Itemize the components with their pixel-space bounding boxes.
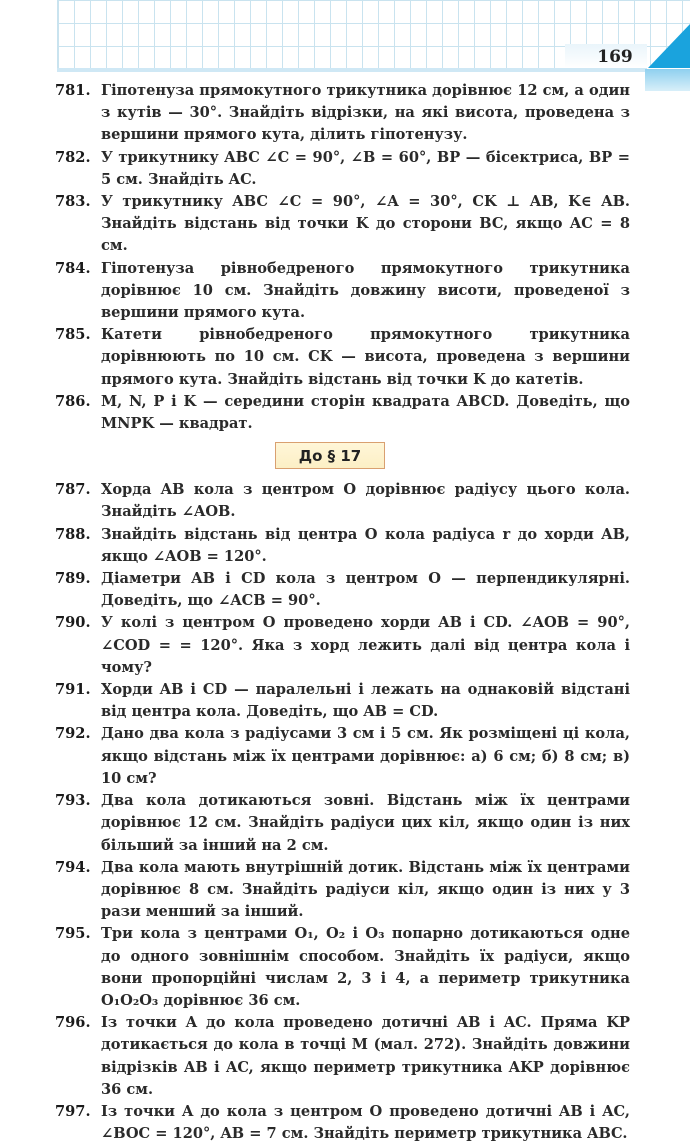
section-heading: До § 17 bbox=[275, 442, 385, 469]
problem-number: 787. bbox=[55, 481, 91, 499]
problem-number: 788. bbox=[55, 525, 91, 543]
problem-text: Гіпотенуза прямокутного трикутника дорівнює 12 см, а один з кутів — 30°. Знайдіть відрізки, на які висота, проведена з вершини прямого кута, ділить гіпотенузу. bbox=[101, 82, 630, 144]
corner-triangle-icon bbox=[648, 24, 690, 68]
problem-number: 789. bbox=[55, 570, 91, 588]
problem-number: 783. bbox=[55, 193, 91, 211]
problem-795 bbox=[55, 923, 630, 1012]
problem-number: 782. bbox=[55, 148, 91, 166]
problem-786 bbox=[55, 391, 630, 435]
header-band bbox=[57, 68, 647, 72]
problem-text: Діаметри AB і CD кола з центром O — перпендикулярні. Доведіть, що ∠ACB = 90°. bbox=[101, 570, 630, 610]
page-number: 169 bbox=[597, 47, 633, 67]
problem-number: 785. bbox=[55, 326, 91, 344]
problem-text: Два кола дотикаються зовні. Відстань між їх центрами дорівнює 12 см. Знайдіть радіуси цих кіл, якщо один із них більший за інший на 2 см. bbox=[101, 792, 630, 854]
problem-text: У колі з центром O проведено хорди AB і CD. ∠AOB = 90°, ∠COD = = 120°. Яка з хорд лежить далі від центра кола і чому? bbox=[101, 614, 630, 676]
problem-787 bbox=[55, 479, 630, 523]
problem-788 bbox=[55, 524, 630, 568]
problem-text: Хорди AB і CD — паралельні і лежать на однаковій відстані від центра кола. Доведіть, що AB = CD. bbox=[101, 681, 630, 721]
problem-number: 794. bbox=[55, 858, 91, 876]
problem-text: Знайдіть відстань від центра O кола радіуса r до хорди AB, якщо ∠AOB = 120°. bbox=[101, 525, 630, 565]
problem-number: 793. bbox=[55, 792, 91, 810]
problem-text: У трикутнику ABC ∠C = 90°, ∠B = 60°, BP — бісектриса, BP = 5 см. Знайдіть AC. bbox=[101, 148, 630, 188]
problem-783 bbox=[55, 191, 630, 258]
problem-text: Дано два кола з радіусами 3 см і 5 см. Як розміщені ці кола, якщо відстань між їх центрами дорівнює: а) 6 см; б) 8 см; в) 10 см? bbox=[101, 725, 630, 787]
section-heading-wrap bbox=[55, 435, 630, 479]
problem-text: Два кола мають внутрішній дотик. Відстань між їх центрами дорівнює 8 см. Знайдіть радіуси кіл, якщо один із них у 3 рази менший за інший. bbox=[101, 858, 630, 921]
problem-text: Катети рівнобедреного прямокутного трикутника дорівнюють по 10 см. CK — висота, проведена з вершини прямого кута. Знайдіть відстань від точки K до катетів. bbox=[101, 326, 630, 388]
problem-text: У трикутнику ABC ∠C = 90°, ∠A = 30°, CK ⊥ AB, K∈ AB. Знайдіть відстань від точки K до сторони BC, якщо AC = 8 см. bbox=[101, 193, 630, 255]
problem-797 bbox=[55, 1101, 630, 1145]
problem-number: 790. bbox=[55, 614, 91, 632]
problem-794 bbox=[55, 857, 630, 924]
problem-781 bbox=[55, 80, 630, 147]
problem-789 bbox=[55, 568, 630, 612]
problem-text: Хорда AB кола з центром O дорівнює радіусу цього кола. Знайдіть ∠AOB. bbox=[101, 481, 630, 521]
problem-number: 784. bbox=[55, 259, 91, 277]
problem-796 bbox=[55, 1012, 630, 1101]
problem-text: M, N, P і K — середини сторін квадрата ABCD. Доведіть, що MNPK — квадрат. bbox=[101, 392, 630, 433]
problem-number: 781. bbox=[55, 82, 91, 99]
corner-strip bbox=[645, 69, 690, 91]
problem-792 bbox=[55, 723, 630, 790]
problem-number: 797. bbox=[55, 1102, 91, 1120]
problems-content bbox=[55, 80, 630, 1145]
problem-782 bbox=[55, 147, 630, 191]
problem-number: 786. bbox=[55, 392, 91, 410]
problem-793 bbox=[55, 790, 630, 857]
problem-text: Із точки A до кола проведено дотичні AB і AC. Пряма KP дотикається до кола в точці M (мал. 272). Знайдіть довжини відрізків AB і AC, якщо периметр трикутника AKP дорівнює 36 см. bbox=[101, 1014, 630, 1098]
problem-text: Із точки A до кола з центром O проведено дотичні AB і AC, ∠BOC = 120°, AB = 7 см. Знайдіть периметр трикутника ABC. bbox=[101, 1102, 630, 1143]
problem-text: Гіпотенуза рівнобедреного прямокутного трикутника дорівнює 10 см. Знайдіть довжину висоти, проведеної з вершини прямого кута. bbox=[101, 259, 630, 322]
problem-791 bbox=[55, 679, 630, 723]
problem-text: Три кола з центрами O₁, O₂ і O₃ попарно дотикаються одне до одного зовнішнім способом. Знайдіть їх радіуси, якщо вони пропорційні числам 2, 3 і 4, а периметр трикутника O₁O₂O₃ дорівнює 36 см. bbox=[101, 925, 630, 1009]
problem-number: 792. bbox=[55, 725, 91, 743]
problem-784 bbox=[55, 258, 630, 325]
problem-790 bbox=[55, 612, 630, 679]
problem-number: 791. bbox=[55, 681, 91, 699]
problem-number: 795. bbox=[55, 925, 91, 943]
problem-785 bbox=[55, 324, 630, 391]
problem-number: 796. bbox=[55, 1014, 91, 1032]
